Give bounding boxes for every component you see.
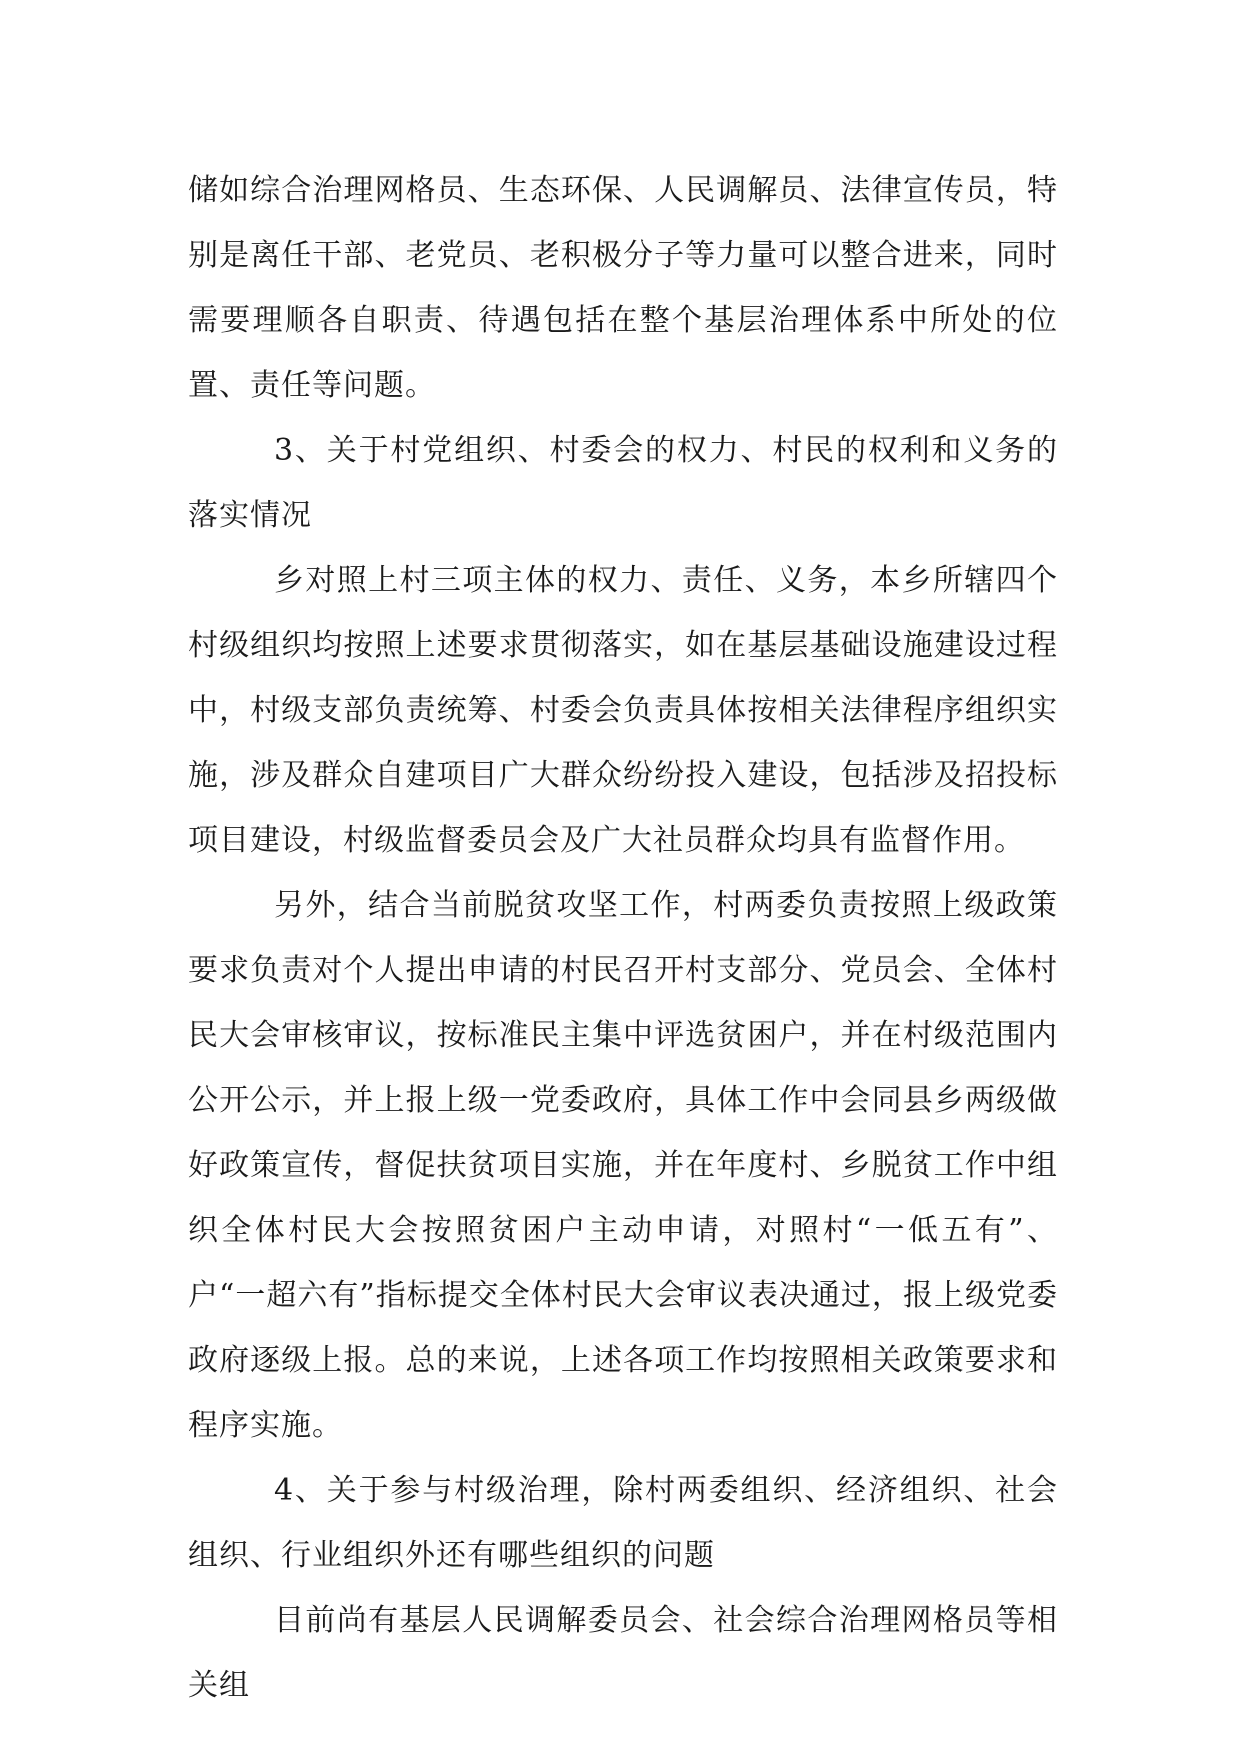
paragraph-body: 乡对照上村三项主体的权力、责任、义务，本乡所辖四个村级组织均按照上述要求贯彻落实，如在基层基础设施建设过程中，村级支部负责统筹、村委会负责具体按相关法律程序组织实施，涉及群众自建项目广大群众纷纷投入建设，包括涉及招投标项目建设，村级监督委员会及广大社员群众均具有监督作用。 [188, 563, 1058, 858]
paragraph-continuation: 储如综合治理网格员、生态环保、人民调解员、法律宣传员，特别是离任干部、老党员、老积极分子等力量可以整合进来，同时需要理顺各自职责、待遇包括在整个基层治理体系中所处的位置、责任等问题。 [188, 173, 1058, 403]
paragraph-body: 另外，结合当前脱贫攻坚工作，村两委负责按照上级政策要求负责对个人提出申请的村民召开村支部分、党员会、全体村民大会审核审议，按标准民主集中评选贫困户，并在村级范围内公开公示，并上报上级一党委政府，具体工作中会同县乡两级做好政策宣传，督促扶贫项目实施，并在年度村、乡脱贫工作中组织全体村民大会按照贫困户主动申请，对照村“一低五有”、户“一超六有”指标提交全体村民大会审议表决通过，报上级党委政府逐级上报。总的来说，上述各项工作均按照相关政策要求和程序实施。 [188, 888, 1058, 1443]
section-heading-4: 4、关于参与村级治理，除村两委组织、经济组织、社会组织、行业组织外还有哪些组织的问题 [188, 1473, 1058, 1573]
paragraph-body: 目前尚有基层人民调解委员会、社会综合治理网格员等相关组 [188, 1603, 1058, 1703]
document-page [188, 158, 1058, 1718]
section-heading-3: 3、关于村党组织、村委会的权力、村民的权利和义务的落实情况 [188, 433, 1058, 533]
